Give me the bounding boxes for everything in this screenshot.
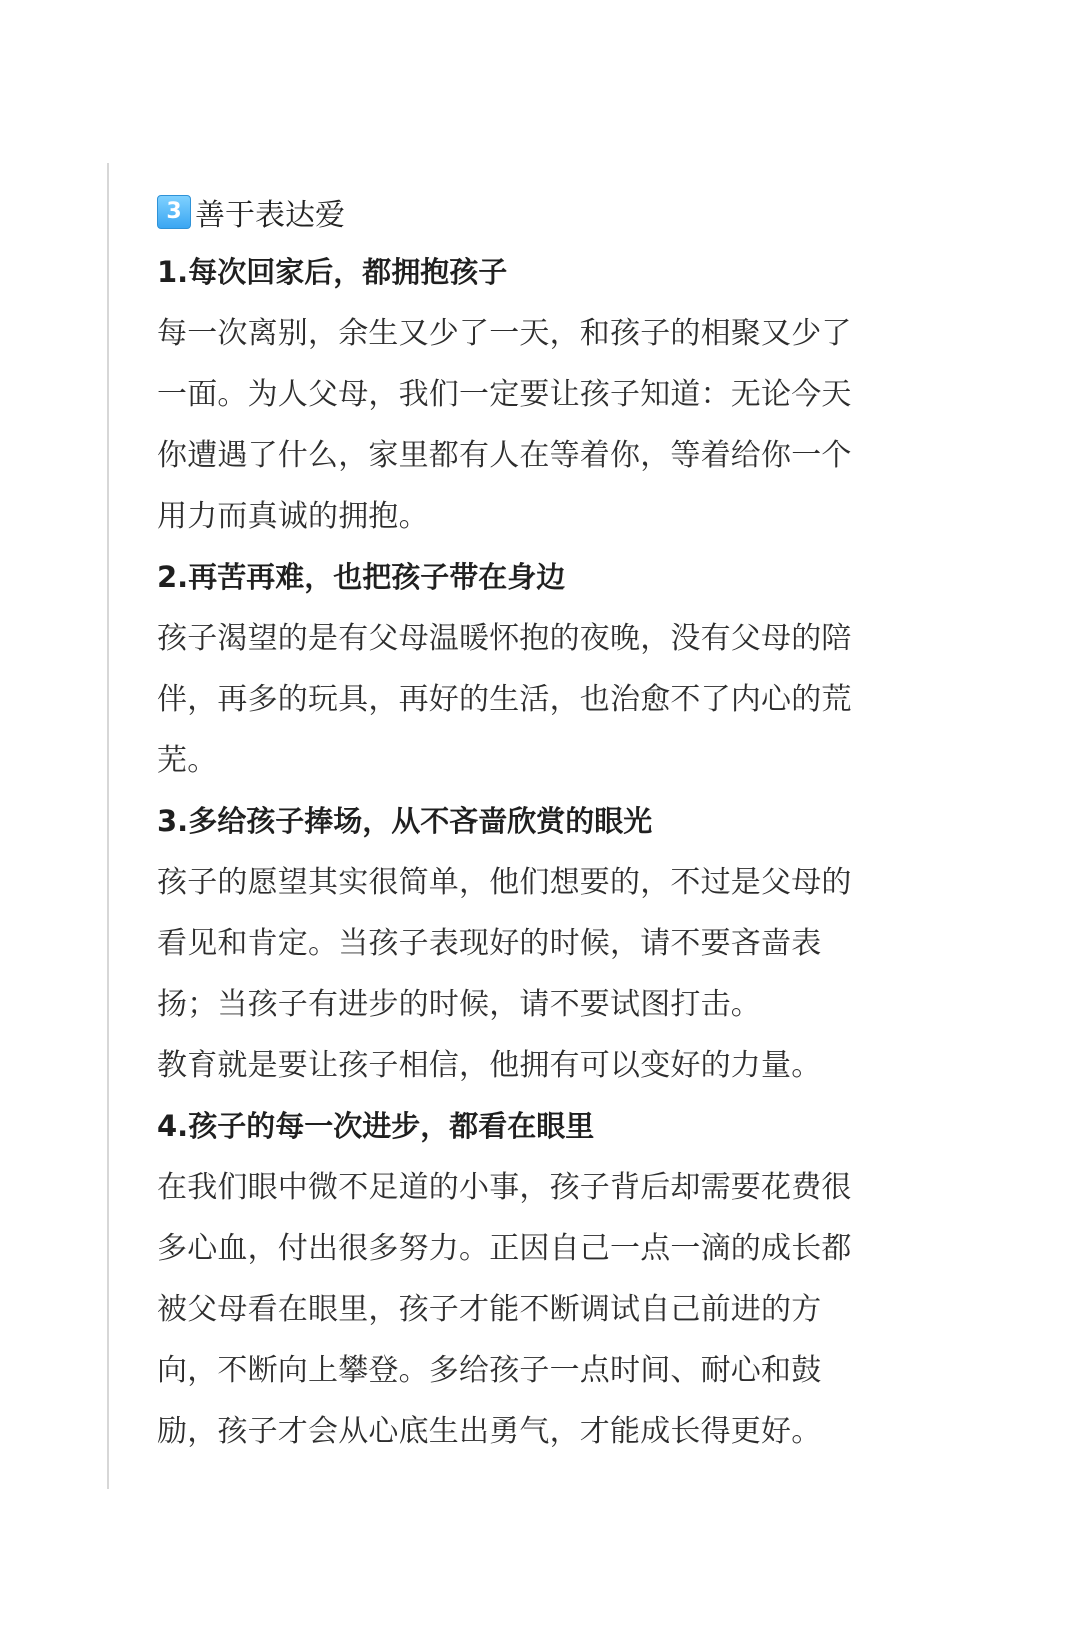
tip-paragraph-line: 芜。	[157, 743, 218, 778]
article-body	[157, 182, 917, 1462]
tip-paragraph-line: 被父母看在眼里，孩子才能不断调试自己前进的方	[157, 1292, 822, 1327]
tip-paragraph-line: 你遭遇了什么，家里都有人在等着你，等着给你一个	[157, 438, 852, 473]
tip-paragraph-line: 在我们眼中微不足道的小事，孩子背后却需要花费很	[157, 1170, 852, 1205]
tips-list	[157, 242, 917, 1462]
tip-block	[157, 242, 917, 547]
tip-paragraph-line: 教育就是要让孩子相信，他拥有可以变好的力量。	[157, 1048, 822, 1083]
tip-heading: 4.孩子的每一次进步，都看在眼里	[157, 1109, 595, 1143]
tip-paragraph-line: 每一次离别，余生又少了一天，和孩子的相聚又少了	[157, 316, 852, 351]
tip-block	[157, 1096, 917, 1462]
tip-heading: 3.多给孩子捧场，从不吝啬欣赏的眼光	[157, 804, 653, 838]
section-title: 善于表达爱	[195, 198, 345, 233]
tip-paragraph-line: 励，孩子才会从心底生出勇气，才能成长得更好。	[157, 1414, 822, 1449]
tip-paragraph-line: 用力而真诚的拥抱。	[157, 499, 429, 534]
tip-heading: 1.每次回家后，都拥抱孩子	[157, 255, 508, 289]
tip-paragraph-line: 孩子的愿望其实很简单，他们想要的，不过是父母的	[157, 865, 852, 900]
tip-paragraph-line: 伴，再多的玩具，再好的生活，也治愈不了内心的荒	[157, 682, 852, 717]
number-keycap-icon: 3	[157, 195, 191, 229]
tip-heading: 2.再苦再难，也把孩子带在身边	[157, 560, 566, 594]
tip-block	[157, 791, 917, 1096]
left-border-rule	[107, 163, 109, 1489]
tip-paragraph-line: 扬；当孩子有进步的时候，请不要试图打击。	[157, 987, 761, 1022]
tip-paragraph-line: 向，不断向上攀登。多给孩子一点时间、耐心和鼓	[157, 1353, 822, 1388]
tip-paragraph-line: 孩子渴望的是有父母温暖怀抱的夜晚，没有父母的陪	[157, 621, 852, 656]
tip-paragraph-line: 一面。为人父母，我们一定要让孩子知道：无论今天	[157, 377, 852, 412]
tip-block	[157, 547, 917, 791]
tip-paragraph-line: 多心血，付出很多努力。正因自己一点一滴的成长都	[157, 1231, 852, 1266]
tip-paragraph-line: 看见和肯定。当孩子表现好的时候，请不要吝啬表	[157, 926, 822, 961]
section-heading	[157, 182, 917, 242]
